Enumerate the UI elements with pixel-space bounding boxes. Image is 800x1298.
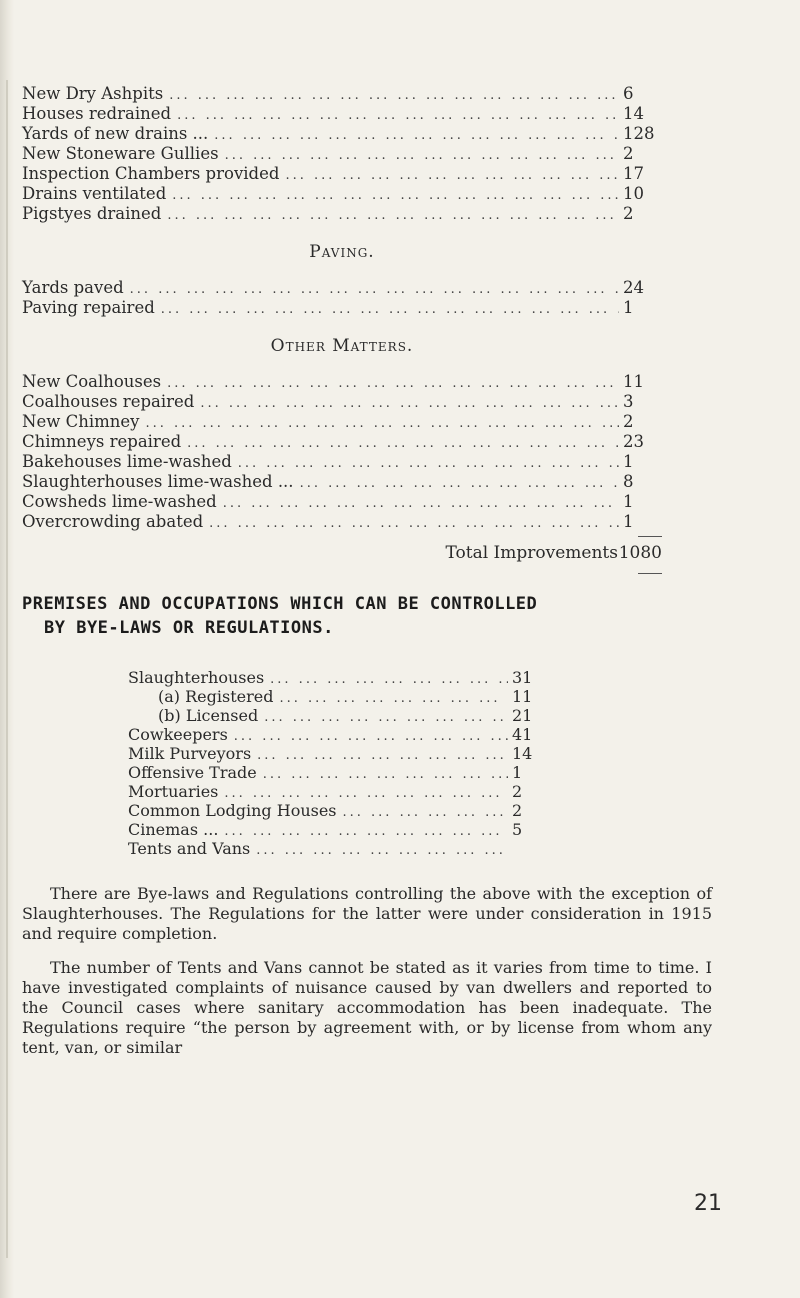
list-row	[22, 512, 659, 532]
row-value: 31	[512, 668, 533, 687]
paragraph-tents-vans-text: The number of Tents and Vans cannot be stated as it varies from time to time. I have investigated complaints of nuisance caused by van dwellers and reported to the Council cases where sanitary accommodation has been inadequate. The Regulations require “the person by agreement with, or by license from whom any tent, van, or similar	[22, 958, 712, 1057]
row-value: 23	[623, 432, 644, 451]
list-row	[22, 124, 659, 144]
dot-leader	[169, 86, 619, 106]
list-row	[22, 278, 659, 298]
row-label: Offensive Trade	[128, 763, 257, 782]
paragraph-regulations-text: There are Bye-laws and Regulations controlling the above with the exception of Slaughterhouses. The Regulations for the latter were under consideration in 1915 and require completion.	[22, 884, 712, 943]
list-row	[22, 144, 659, 164]
list-row	[128, 725, 548, 744]
dot-leader	[172, 186, 619, 206]
premises-title	[22, 592, 792, 640]
row-value: 24	[623, 278, 644, 297]
row-label: Slaughterhouses lime-washed ...	[22, 472, 294, 491]
row-value: 2	[512, 782, 523, 801]
dot-leader	[145, 414, 619, 434]
dot-leader	[225, 146, 619, 166]
row-value: 1	[623, 298, 634, 317]
row-value: 2	[623, 144, 634, 163]
list-row	[22, 412, 659, 432]
list-row	[22, 452, 659, 472]
row-label: Inspection Chambers provided	[22, 164, 280, 183]
other-matters-list	[22, 372, 659, 532]
row-label: New Coalhouses	[22, 372, 162, 391]
list-row	[128, 839, 548, 858]
list-row	[22, 372, 659, 392]
row-label: Drains ventilated	[22, 184, 167, 203]
paving-heading: Paving.	[309, 242, 375, 262]
row-value: 3	[623, 392, 634, 411]
document-page	[22, 84, 792, 1058]
total-rule-top-wrap	[22, 536, 662, 537]
total-rule-top	[638, 536, 662, 537]
row-label: Yards paved	[22, 278, 124, 297]
dot-leader	[209, 514, 619, 534]
row-value: 14	[512, 744, 533, 763]
premises-title-line1: PREMISES AND OCCUPATIONS WHICH CAN BE CONTROLLED	[22, 594, 538, 614]
list-row	[22, 392, 659, 412]
dot-leader	[130, 280, 619, 300]
other-matters-heading: Other Matters.	[270, 336, 414, 356]
row-value: 1	[512, 763, 523, 782]
row-value: 2	[512, 801, 523, 820]
row-label: Overcrowding abated	[22, 512, 204, 531]
list-row	[22, 298, 659, 318]
row-label: New Dry Ashpits	[22, 84, 164, 103]
row-label: Coalhouses repaired	[22, 392, 195, 411]
dot-leader	[167, 374, 619, 394]
premises-list	[128, 668, 548, 858]
row-label: Cowsheds lime-washed	[22, 492, 217, 511]
dot-leader	[214, 126, 619, 146]
row-label: Yards of new drains ...	[22, 124, 209, 143]
dot-leader	[256, 841, 508, 860]
list-row	[128, 744, 548, 763]
row-value: 11	[623, 372, 644, 391]
total-value: 1080	[618, 543, 662, 563]
list-row	[128, 706, 548, 725]
row-value: 2	[623, 204, 634, 223]
row-value: 6	[623, 84, 634, 103]
list-row	[22, 104, 659, 124]
dot-leader	[285, 166, 619, 186]
row-label: New Stoneware Gullies	[22, 144, 219, 163]
dot-leader	[200, 394, 619, 414]
row-value: 21	[512, 706, 533, 725]
row-label: Tents and Vans	[128, 839, 251, 858]
row-label: Mortuaries	[128, 782, 219, 801]
row-value: 10	[623, 184, 644, 203]
row-label: (a) Registered	[158, 687, 274, 706]
list-row	[22, 184, 659, 204]
row-value: 41	[512, 725, 533, 744]
list-row	[128, 820, 548, 839]
dot-leader	[177, 106, 619, 126]
list-row	[22, 492, 659, 512]
row-value: 8	[623, 472, 634, 491]
row-label: Chimneys repaired	[22, 432, 182, 451]
list-row	[22, 84, 659, 104]
row-value: 1	[623, 492, 634, 511]
total-row	[22, 543, 662, 563]
page-number: 21	[694, 1191, 722, 1216]
row-value: 1	[623, 512, 634, 531]
row-value: 14	[623, 104, 644, 123]
list-row	[22, 204, 659, 224]
row-label: Paving repaired	[22, 298, 155, 317]
paragraph-regulations	[22, 884, 712, 944]
row-label: Pigstyes drained	[22, 204, 162, 223]
dot-leader	[238, 454, 619, 474]
list-row	[22, 472, 659, 492]
row-label: Bakehouses lime-washed	[22, 452, 232, 471]
drainage-list	[22, 84, 659, 224]
row-value: 11	[512, 687, 533, 706]
dot-leader	[167, 206, 619, 226]
paving-list	[22, 278, 659, 318]
total-rule-bottom	[638, 573, 662, 574]
list-row	[128, 801, 548, 820]
list-row	[128, 687, 548, 706]
list-row	[22, 432, 659, 452]
row-value: 5	[512, 820, 523, 839]
row-label: New Chimney	[22, 412, 140, 431]
row-label: (b) Licensed	[158, 706, 259, 725]
dot-leader	[187, 434, 619, 454]
dot-leader	[223, 494, 619, 514]
list-row	[128, 763, 548, 782]
row-label: Houses redrained	[22, 104, 172, 123]
list-row	[22, 164, 659, 184]
total-rule-bottom-wrap	[22, 573, 662, 574]
list-row	[128, 668, 548, 687]
row-value: 1	[623, 452, 634, 471]
row-label: Slaughterhouses	[128, 668, 265, 687]
binding-shadow	[6, 80, 8, 1258]
row-value: 2	[623, 412, 634, 431]
row-label: Cinemas ...	[128, 820, 219, 839]
dot-leader	[300, 474, 619, 494]
dot-leader	[161, 300, 619, 320]
row-label: Cowkeepers	[128, 725, 228, 744]
paragraph-tents-vans	[22, 958, 712, 1058]
list-row	[128, 782, 548, 801]
row-value: 128	[623, 124, 655, 143]
page-binding-edge	[0, 0, 14, 1298]
row-label: Milk Purveyors	[128, 744, 252, 763]
row-value: 17	[623, 164, 644, 183]
total-label: Total Improvements	[445, 543, 618, 563]
row-label: Common Lodging Houses	[128, 801, 337, 820]
premises-title-line2: BY BYE-LAWS OR REGULATIONS.	[44, 618, 334, 638]
